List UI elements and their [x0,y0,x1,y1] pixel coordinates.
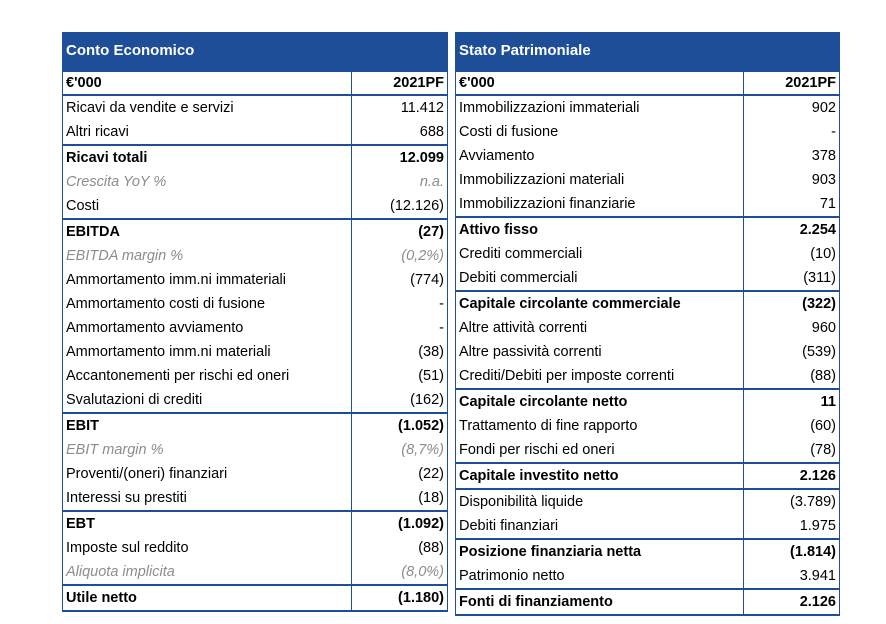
row-label: Svalutazioni di crediti [63,388,352,413]
row-value: 12.099 [351,145,447,170]
row-label: Ammortamento imm.ni immateriali [63,268,352,292]
row-value: (3.789) [744,489,840,514]
table-row [456,95,840,120]
table-row [63,170,448,194]
header-unit: €'000 [63,71,352,95]
table-row [63,413,448,438]
table-row [63,585,448,611]
row-label: Fonti di finanziamento [456,589,744,615]
row-label: EBT [63,511,352,536]
row-value: (12.126) [351,194,447,219]
conto-economico-title: Conto Economico [62,32,448,70]
row-label: Capitale circolante commerciale [456,291,744,316]
row-value: 902 [744,95,840,120]
table-row [456,489,840,514]
row-value: (51) [351,364,447,388]
row-label: Ammortamento avviamento [63,316,352,340]
row-label: Fondi per rischi ed oneri [456,438,744,463]
row-value: 1.975 [744,514,840,539]
row-value: (10) [744,242,840,266]
table-row [63,95,448,120]
table-row [456,242,840,266]
table-row [63,194,448,219]
table-row [63,388,448,413]
row-value: (1.052) [351,413,447,438]
table-row [63,219,448,244]
row-value: (1.814) [744,539,840,564]
row-value: 2.126 [744,463,840,489]
row-value: (18) [351,486,447,511]
header-row [456,71,840,95]
row-label: Avviamento [456,144,744,168]
row-label: Crediti commerciali [456,242,744,266]
table-row [63,438,448,462]
row-value: - [744,120,840,144]
row-label: Ricavi totali [63,145,352,170]
row-value: 960 [744,316,840,340]
row-label: Costi [63,194,352,219]
row-value: (22) [351,462,447,486]
row-value: (88) [744,364,840,389]
stato-patrimoniale-table [455,70,840,616]
header-unit: €'000 [456,71,744,95]
table-row [456,266,840,291]
table-row [456,414,840,438]
table-row [456,168,840,192]
row-label: EBITDA margin % [63,244,352,268]
table-row [456,217,840,242]
header-year: 2021PF [744,71,840,95]
row-label: Trattamento di fine rapporto [456,414,744,438]
table-row [63,316,448,340]
row-value: (1.092) [351,511,447,536]
conto-economico-panel [62,32,448,612]
table-row [63,292,448,316]
row-value: (0,2%) [351,244,447,268]
row-value: (311) [744,266,840,291]
row-value: 71 [744,192,840,217]
header-year: 2021PF [351,71,447,95]
row-value: 688 [351,120,447,145]
row-value: - [351,316,447,340]
row-value: 2.126 [744,589,840,615]
table-row [456,389,840,414]
row-value: (539) [744,340,840,364]
row-label: Debiti commerciali [456,266,744,291]
table-row [63,340,448,364]
header-row [63,71,448,95]
table-row [456,291,840,316]
table-row [456,364,840,389]
table-row [63,364,448,388]
row-value: (322) [744,291,840,316]
row-value: 3.941 [744,564,840,589]
table-row [63,511,448,536]
table-row [63,560,448,585]
row-value: (1.180) [351,585,447,611]
table-row [63,244,448,268]
stato-patrimoniale-panel [455,32,840,616]
row-label: Immobilizzazioni finanziarie [456,192,744,217]
row-label: Ammortamento imm.ni materiali [63,340,352,364]
row-label: EBITDA [63,219,352,244]
row-label: Altre attività correnti [456,316,744,340]
row-value: n.a. [351,170,447,194]
row-value: 903 [744,168,840,192]
row-label: Utile netto [63,585,352,611]
row-value: 2.254 [744,217,840,242]
row-value: (774) [351,268,447,292]
row-value: (27) [351,219,447,244]
row-value: (60) [744,414,840,438]
row-label: Imposte sul reddito [63,536,352,560]
row-label: Interessi su prestiti [63,486,352,511]
row-value: 11.412 [351,95,447,120]
row-label: Immobilizzazioni materiali [456,168,744,192]
table-row [63,145,448,170]
row-value: (8,0%) [351,560,447,585]
table-row [456,589,840,615]
row-value: - [351,292,447,316]
table-row [456,144,840,168]
row-label: Aliquota implicita [63,560,352,585]
row-label: Posizione finanziaria netta [456,539,744,564]
row-label: Debiti finanziari [456,514,744,539]
row-label: Capitale investito netto [456,463,744,489]
row-value: (38) [351,340,447,364]
row-label: Accantonementi per rischi ed oneri [63,364,352,388]
row-label: Capitale circolante netto [456,389,744,414]
table-row [456,340,840,364]
table-row [456,564,840,589]
table-row [456,438,840,463]
row-label: Altri ricavi [63,120,352,145]
row-value: (8,7%) [351,438,447,462]
row-value: (162) [351,388,447,413]
row-label: Ammortamento costi di fusione [63,292,352,316]
row-value: 378 [744,144,840,168]
row-label: Immobilizzazioni immateriali [456,95,744,120]
row-label: Ricavi da vendite e servizi [63,95,352,120]
row-label: Patrimonio netto [456,564,744,589]
table-row [63,462,448,486]
table-row [63,486,448,511]
row-label: Crediti/Debiti per imposte correnti [456,364,744,389]
row-value: 11 [744,389,840,414]
table-row [63,120,448,145]
table-row [456,316,840,340]
row-label: EBIT [63,413,352,438]
row-value: (78) [744,438,840,463]
row-label: EBIT margin % [63,438,352,462]
row-label: Crescita YoY % [63,170,352,194]
row-label: Altre passività correnti [456,340,744,364]
conto-economico-table [62,70,448,612]
table-row [456,539,840,564]
table-row [456,514,840,539]
row-value: (88) [351,536,447,560]
table-row [456,463,840,489]
row-label: Proventi/(oneri) finanziari [63,462,352,486]
table-row [63,268,448,292]
row-label: Attivo fisso [456,217,744,242]
row-label: Costi di fusione [456,120,744,144]
table-row [456,120,840,144]
stato-patrimoniale-title: Stato Patrimoniale [455,32,840,70]
row-label: Disponibilità liquide [456,489,744,514]
table-row [456,192,840,217]
table-row [63,536,448,560]
